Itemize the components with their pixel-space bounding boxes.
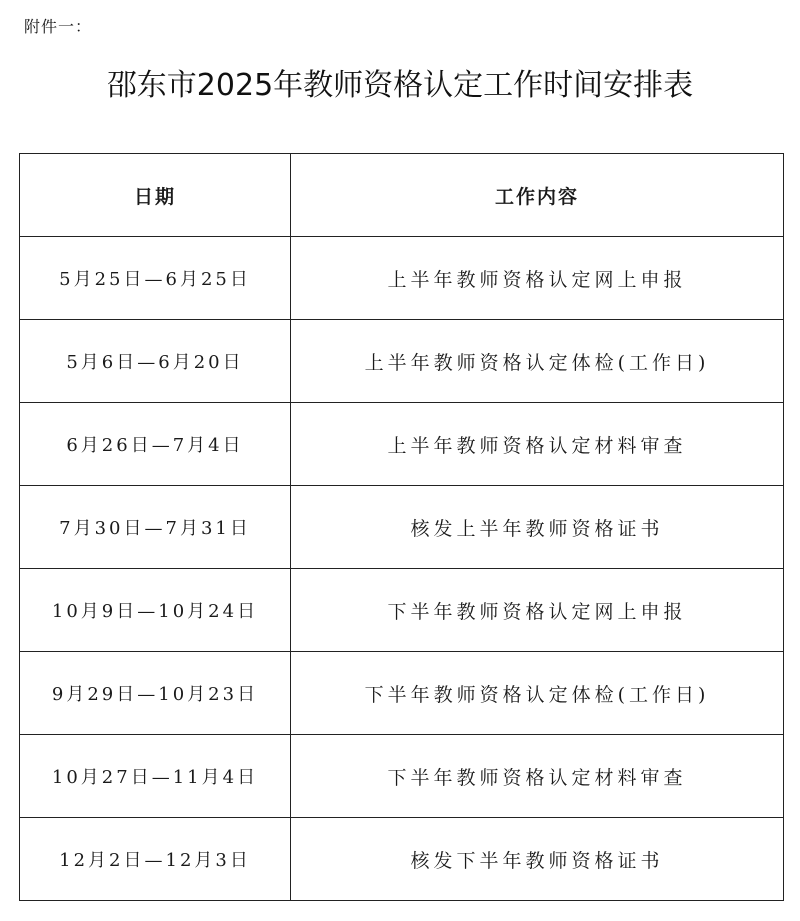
content-cell: 核发上半年教师资格证书 (291, 486, 784, 569)
date-cell: 10月27日—11月4日 (20, 735, 291, 818)
content-cell: 核发下半年教师资格证书 (291, 818, 784, 901)
table-row (20, 486, 784, 569)
attachment-label: 附件一： (24, 17, 93, 36)
date-cell: 10月9日—10月24日 (20, 569, 291, 652)
schedule-table (19, 153, 784, 901)
content-cell: 下半年教师资格认定体检(工作日) (291, 652, 784, 735)
date-cell: 7月30日—7月31日 (20, 486, 291, 569)
content-cell: 下半年教师资格认定材料审查 (291, 735, 784, 818)
content-cell: 上半年教师资格认定体检(工作日) (291, 320, 784, 403)
table-row (20, 818, 784, 901)
date-cell: 12月2日—12月3日 (20, 818, 291, 901)
table-row (20, 569, 784, 652)
document-title: 邵东市2025年教师资格认定工作时间安排表 (106, 68, 694, 103)
table-row (20, 652, 784, 735)
table-row (20, 403, 784, 486)
table-row (20, 237, 784, 320)
content-cell: 上半年教师资格认定网上申报 (291, 237, 784, 320)
header-content: 工作内容 (291, 154, 784, 237)
header-date: 日期 (20, 154, 291, 237)
date-cell: 9月29日—10月23日 (20, 652, 291, 735)
date-cell: 5月25日—6月25日 (20, 237, 291, 320)
table-header-row (20, 154, 784, 237)
content-cell: 下半年教师资格认定网上申报 (291, 569, 784, 652)
table-row (20, 735, 784, 818)
date-cell: 6月26日—7月4日 (20, 403, 291, 486)
date-cell: 5月6日—6月20日 (20, 320, 291, 403)
content-cell: 上半年教师资格认定材料审查 (291, 403, 784, 486)
table-row (20, 320, 784, 403)
